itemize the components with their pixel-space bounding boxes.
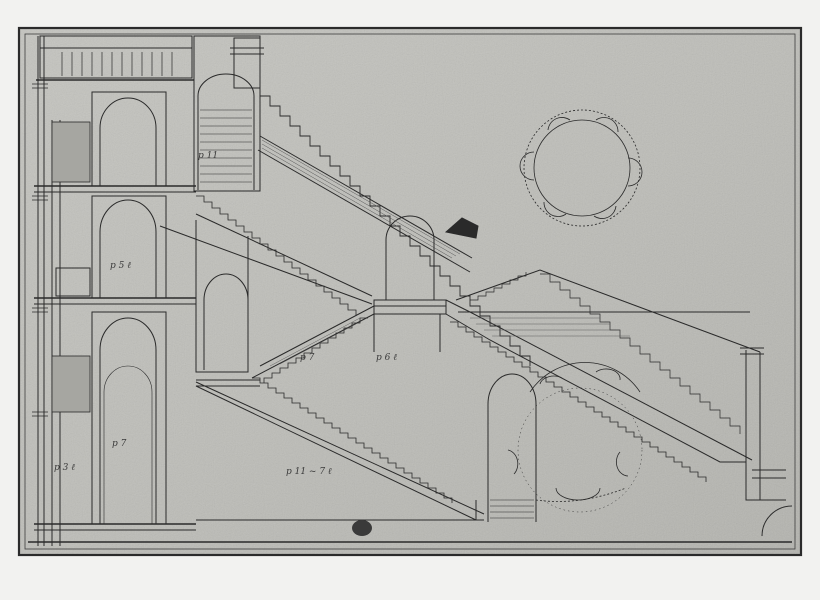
- annotation-upper-arch: p 5 ℓ: [110, 261, 131, 271]
- annotation-ground-wall: p 11 ~ 7 ℓ: [286, 467, 332, 477]
- annotation-lower-arch: p 7: [112, 439, 127, 449]
- ink-blot: [352, 520, 372, 536]
- annotation-tower-hatch: p 11: [198, 151, 219, 161]
- annotation-left-pier: p 3 ℓ: [54, 463, 75, 473]
- annotation-landing-left: p 7: [300, 353, 315, 363]
- paper-grain: [19, 28, 801, 555]
- annotation-landing-right: p 6 ℓ: [376, 353, 397, 363]
